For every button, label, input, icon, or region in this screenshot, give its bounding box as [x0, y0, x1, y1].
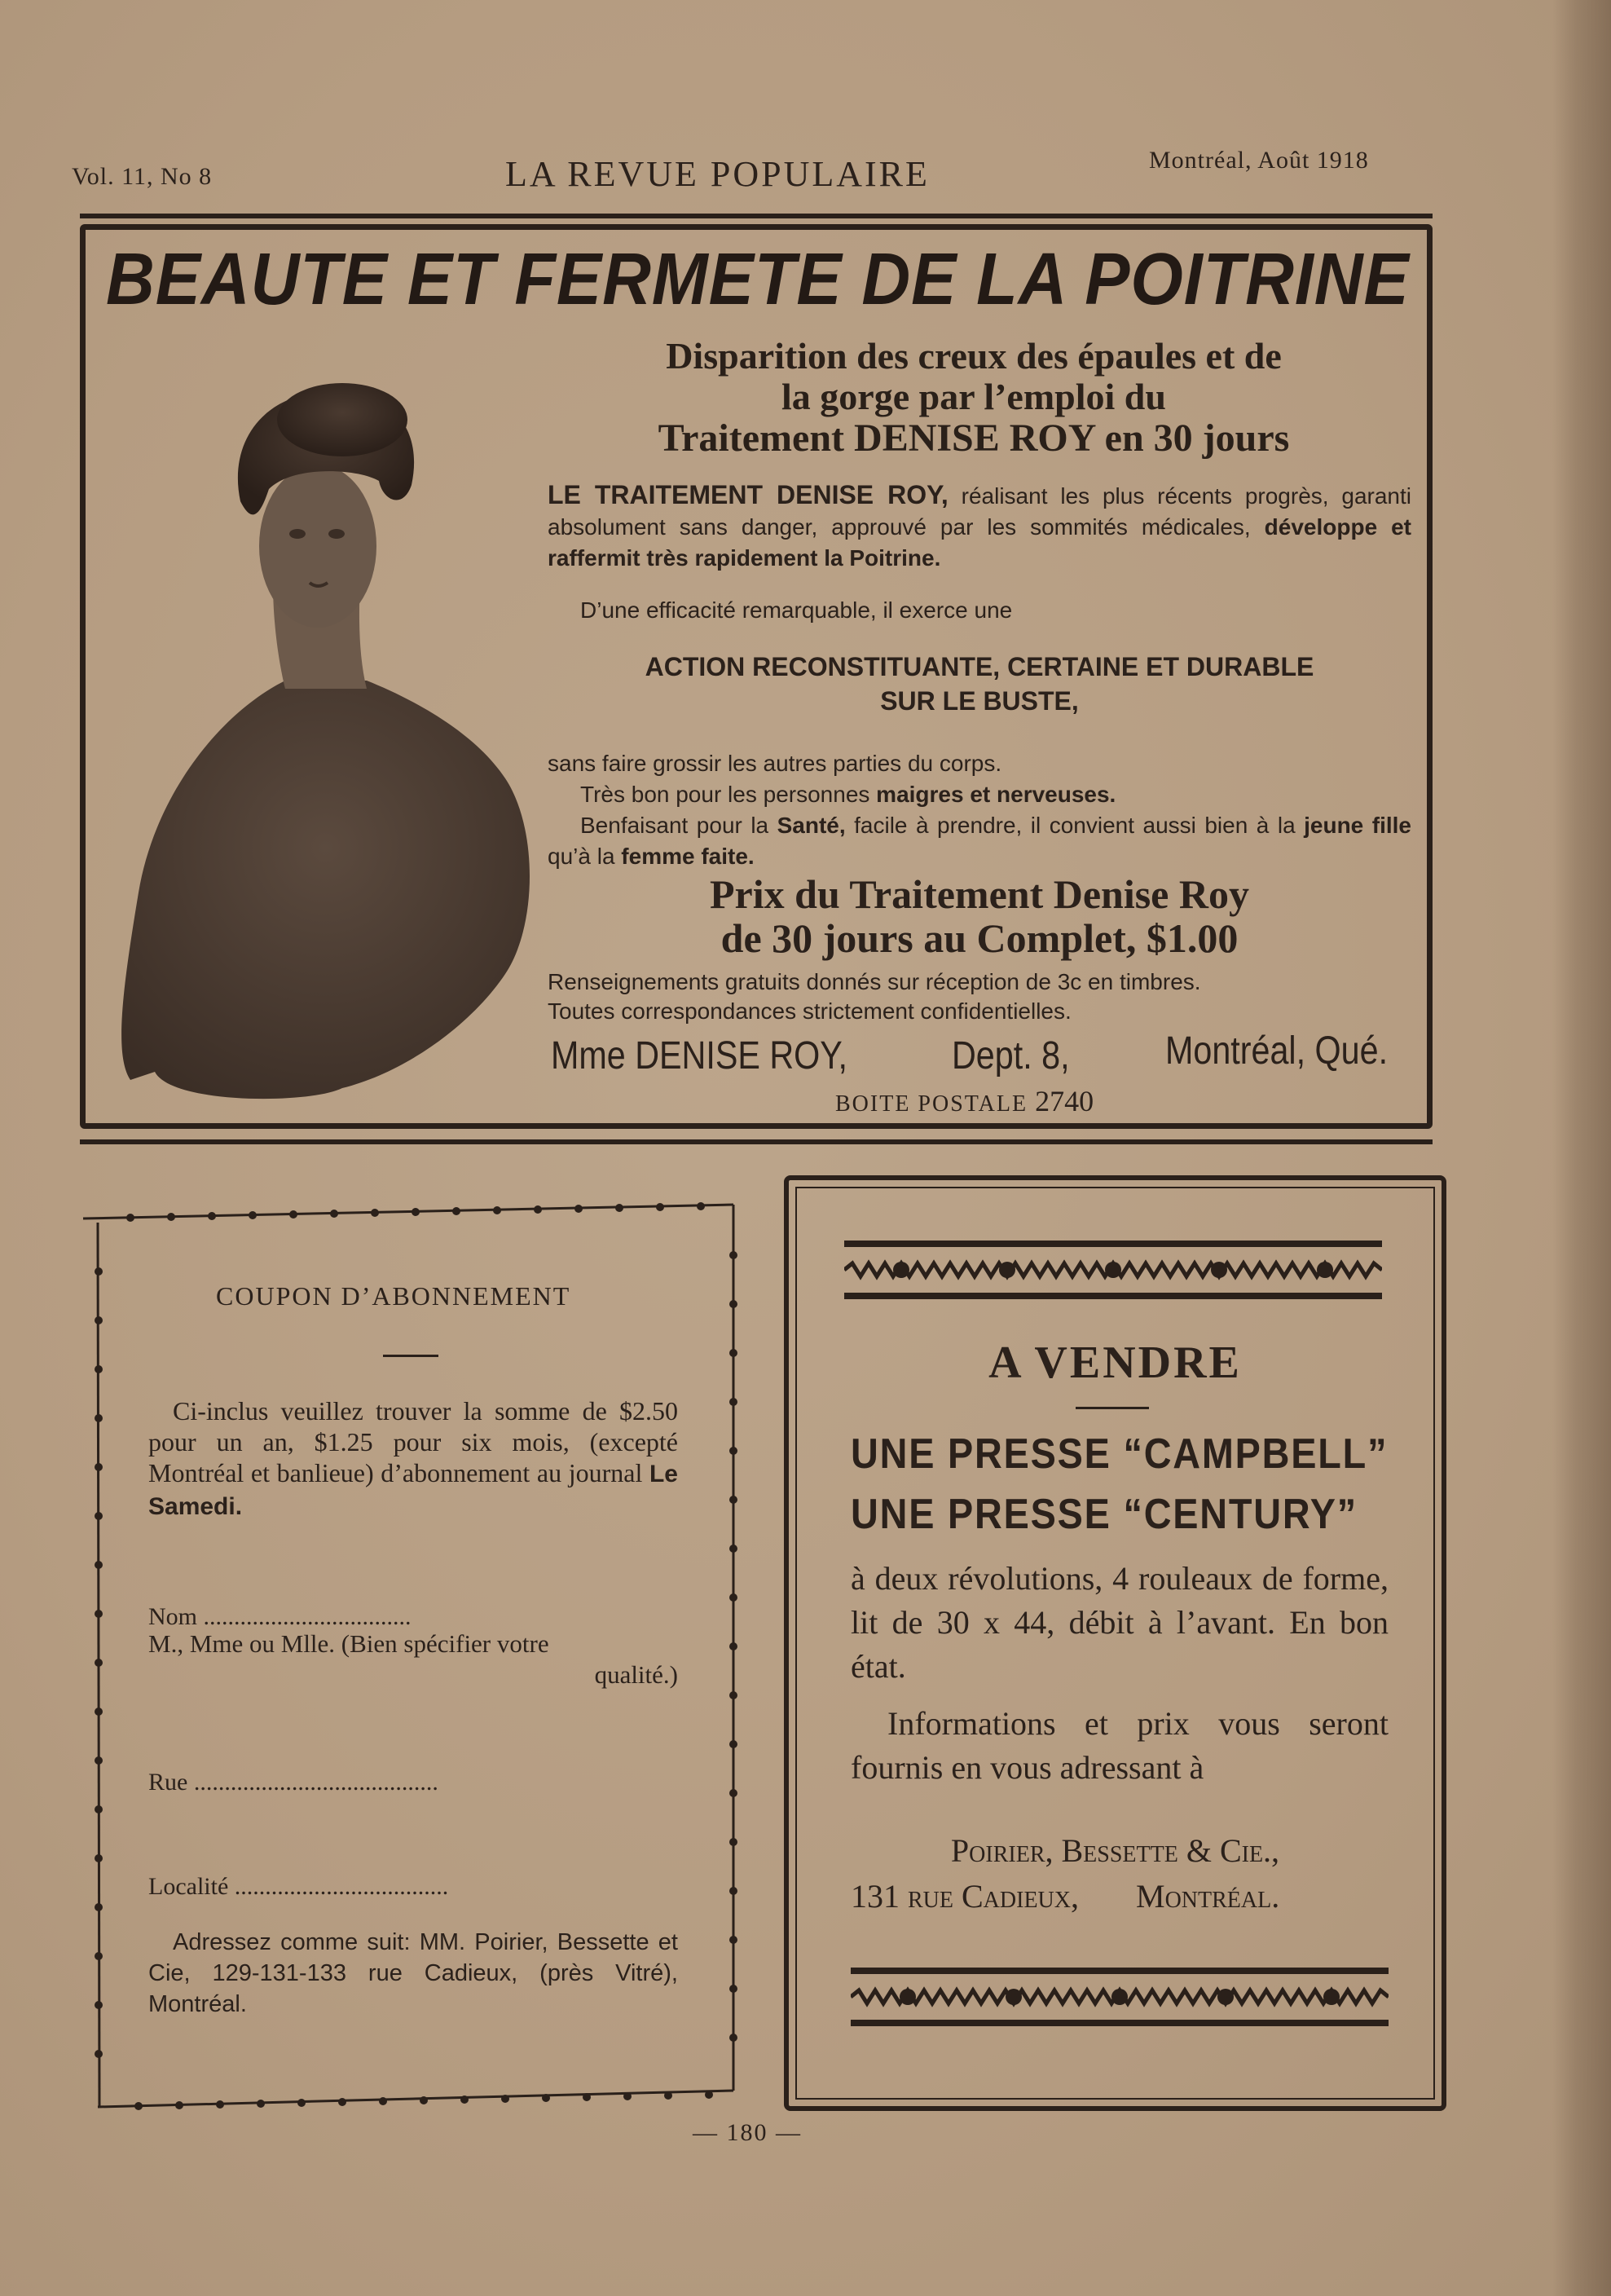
volume-number: Vol. 11, No 8: [72, 163, 213, 190]
ad-action-line2: SUR LE BUSTE,: [880, 686, 1079, 716]
coupon-name-hint: [148, 1628, 678, 1690]
ad-paragraph-5: [548, 810, 1411, 872]
for-sale-address-rue: rue: [908, 1878, 953, 1915]
coupon-name-hint-line1: M., Mme ou Mlle. (Bien spécifier votre: [148, 1629, 549, 1658]
ad-paragraph-5-f: femme faite.: [621, 844, 755, 869]
coupon-locality-field[interactable]: [148, 1873, 448, 1901]
ad-paragraph-3: sans faire grossir les autres parties du corps.: [548, 751, 1002, 776]
ad-po-box-number: 2740: [1035, 1085, 1094, 1117]
ad-po-box-label: BOITE POSTALE: [835, 1091, 1028, 1117]
for-sale-info: Informations et prix vous seront fournis en vous adressant à: [851, 1705, 1389, 1786]
for-sale-press-1: UNE PRESSE “CAMPBELL”: [851, 1430, 1389, 1478]
coupon-divider: [383, 1355, 438, 1357]
for-sale-address: [851, 1875, 1397, 1919]
coupon-street-label: Rue: [148, 1769, 188, 1796]
ad-bottom-rule: [80, 1139, 1433, 1144]
ad-contact-dept: Dept. 8,: [952, 1034, 1070, 1077]
coupon-body: [148, 1395, 678, 1523]
ad-contact-city: Montréal, Qué.: [1165, 1029, 1389, 1073]
woman-bust-illustration: [98, 371, 538, 1104]
for-sale-description: à deux révolutions, 4 rouleaux de forme, lit de 30 x 44, débit à l’avant. En bon état.: [851, 1560, 1389, 1685]
coupon-name-label: Nom: [148, 1603, 197, 1630]
ad-paragraph-5-e: qu’à la: [548, 844, 622, 869]
ad-subtitle-line3: Traitement DENISE ROY en 30 jours: [658, 416, 1290, 460]
decorative-border-bottom: [851, 1968, 1389, 2026]
coupon-locality-label: Localité: [148, 1873, 229, 1900]
ad-price-line1: Prix du Traitement Denise Roy: [710, 871, 1249, 917]
coupon-street-field[interactable]: [148, 1769, 438, 1796]
ad-top-rule: [80, 214, 1433, 218]
page-number: — 180 —: [693, 2119, 802, 2146]
for-sale-company: Poirier, Bessette & Cie.,: [950, 1832, 1280, 1869]
ad-subtitle-line1: Disparition des creux des épaules et de: [666, 335, 1282, 377]
ad-info-line1: Renseignements gratuits donnés sur réception de 3c en timbres.: [548, 969, 1201, 994]
ad-paragraph-1-text: réalisant les plus récents progrès, garanti absolument sans danger, approuvé par les sommités médicales,: [548, 483, 1412, 540]
for-sale-address-street: Cadieux,: [962, 1878, 1079, 1915]
ad-contact-name: Mme DENISE ROY,: [551, 1034, 847, 1077]
for-sale-address-city: Montréal.: [1136, 1878, 1280, 1915]
ad-paragraph-2: D’une efficacité remarquable, il exerce une: [580, 597, 1013, 623]
ad-paragraph-1-lead: LE TRAITEMENT DENISE ROY,: [548, 480, 949, 509]
decorative-border-top: [844, 1241, 1382, 1299]
page-edge-shadow: [1552, 0, 1611, 2296]
coupon-name-dots: ..................................: [203, 1603, 412, 1630]
ad-title: BEAUTE ET FERMETE DE LA POITRINE: [106, 239, 1410, 320]
ad-paragraph-4: [548, 779, 1411, 810]
magazine-title: LA REVUE POPULAIRE: [505, 154, 930, 194]
coupon-name-field[interactable]: [148, 1603, 412, 1631]
coupon-body-text: Ci-inclus veuillez trouver la somme de $2.50 pour un an, $1.25 pour six mois, (excepté Montréal et banlieue) d’abonnement au journal: [148, 1396, 678, 1487]
coupon-journal-name: Le Samedi.: [148, 1461, 678, 1520]
ad-action-line1: ACTION RECONSTITUANTE, CERTAINE ET DURABLE: [645, 652, 1314, 681]
coupon-name-hint-line2: qualité.): [594, 1660, 678, 1689]
ad-paragraph-5-b: Santé,: [777, 813, 846, 838]
ad-paragraph-5-c: facile à prendre, il convient aussi bien à la: [845, 813, 1305, 838]
ad-po-box: [835, 1084, 1094, 1118]
ad-info-line2: Toutes correspondances strictement confidentielles.: [548, 998, 1072, 1024]
coupon-street-dots: ........................................: [193, 1769, 438, 1796]
for-sale-address-number: 131: [851, 1878, 900, 1915]
ad-price-line2: de 30 jours au Complet, $1.00: [720, 915, 1239, 961]
coupon-locality-dots: ...................................: [234, 1873, 449, 1900]
coupon-address-note: Adressez comme suit: MM. Poirier, Bessette et Cie, 129-131-133 rue Cadieux, (près Vitré), Montréal.: [148, 1929, 678, 2017]
ad-paragraph-5-a: Benfaisant pour la: [580, 813, 777, 838]
ad-paragraph-4-a: Très bon pour les personnes: [580, 782, 877, 807]
ad-paragraph-1: [548, 479, 1411, 574]
ad-paragraph-4-b: maigres et nerveuses.: [876, 782, 1116, 807]
ad-subtitle-line2: la gorge par l’emploi du: [781, 376, 1166, 417]
for-sale-divider: [1076, 1407, 1149, 1409]
for-sale-press-2: UNE PRESSE “CENTURY”: [851, 1491, 1358, 1538]
ad-paragraph-1-bold: développe et raffermit très rapidement la Poitrine.: [548, 514, 1411, 571]
issue-date: Montréal, Août 1918: [1149, 147, 1369, 174]
for-sale-heading: A VENDRE: [988, 1337, 1242, 1388]
coupon-heading: COUPON D’ABONNEMENT: [216, 1281, 571, 1311]
ad-paragraph-5-d: jeune fille: [1304, 813, 1411, 838]
